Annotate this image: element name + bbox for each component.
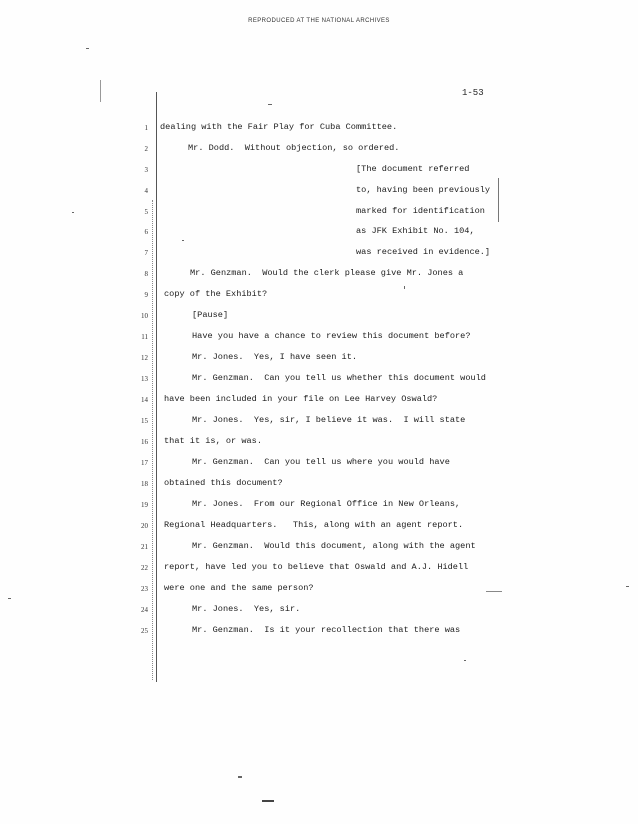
line-number: 10 bbox=[141, 312, 148, 320]
transcript-line: Mr. Jones. Yes, sir, I believe it was. I will state bbox=[192, 415, 466, 425]
transcript-line: [The document referred bbox=[356, 164, 470, 174]
archive-stamp: REPRODUCED AT THE NATIONAL ARCHIVES bbox=[248, 18, 390, 24]
line-number: 6 bbox=[144, 228, 148, 236]
transcript-line: [Pause] bbox=[192, 310, 229, 320]
line-number: 16 bbox=[141, 438, 148, 446]
scan-speck bbox=[100, 80, 101, 102]
transcript-line: Regional Headquarters. This, along with an agent report. bbox=[164, 520, 464, 530]
line-number: 11 bbox=[141, 333, 148, 341]
transcript-line: Mr. Genzman. Would this document, along with the agent bbox=[192, 541, 476, 551]
line-number: 22 bbox=[141, 564, 148, 572]
line-number: 24 bbox=[141, 606, 148, 614]
page-number: 1-53 bbox=[462, 88, 484, 98]
line-number: 17 bbox=[141, 459, 148, 467]
transcript-line: to, having been previously bbox=[356, 185, 491, 195]
transcript-line: Mr. Genzman. Would the clerk please give Mr. Jones a bbox=[190, 268, 464, 278]
scan-speck bbox=[8, 598, 11, 599]
transcript-line: Mr. Jones. From our Regional Office in New Orleans, bbox=[192, 499, 461, 509]
line-number: 21 bbox=[141, 543, 148, 551]
transcript-line: Mr. Dodd. Without objection, so ordered. bbox=[188, 143, 400, 153]
scan-speck bbox=[262, 800, 274, 802]
line-number: 13 bbox=[141, 375, 148, 383]
line-number: 3 bbox=[144, 166, 148, 174]
left-margin-rule bbox=[156, 92, 157, 682]
transcript-line: copy of the Exhibit? bbox=[164, 289, 268, 299]
line-number: 9 bbox=[144, 291, 148, 299]
line-number: 18 bbox=[141, 480, 148, 488]
line-number: 8 bbox=[144, 270, 148, 278]
transcript-line: Mr. Jones. Yes, I have seen it. bbox=[192, 352, 358, 362]
line-number: 1 bbox=[144, 124, 148, 132]
scan-speck bbox=[268, 104, 272, 105]
scan-speck bbox=[238, 776, 242, 778]
scan-speck bbox=[626, 586, 629, 587]
scan-speck bbox=[72, 212, 74, 213]
line-number: 20 bbox=[141, 522, 148, 530]
transcript-line: that it is, or was. bbox=[164, 436, 262, 446]
transcript-line: dealing with the Fair Play for Cuba Committee. bbox=[160, 122, 398, 132]
scan-speck bbox=[464, 660, 466, 661]
transcript-line: marked for identification bbox=[356, 206, 485, 216]
scan-speck bbox=[86, 48, 89, 49]
transcript-line: report, have led you to believe that Oswald and A.J. Hidell bbox=[164, 562, 469, 572]
line-number: 2 bbox=[144, 145, 148, 153]
transcript-line: Mr. Jones. Yes, sir. bbox=[192, 604, 301, 614]
transcript-line: were one and the same person? bbox=[164, 583, 314, 593]
line-number: 25 bbox=[141, 627, 148, 635]
scan-speck bbox=[182, 240, 184, 241]
line-number: 23 bbox=[141, 585, 148, 593]
line-number: 7 bbox=[144, 249, 148, 257]
right-bracket-mark bbox=[498, 178, 499, 222]
transcript-line: Mr. Genzman. Is it your recollection that there was bbox=[192, 625, 461, 635]
transcript-line: Have you have a chance to review this document before? bbox=[192, 331, 471, 341]
line-number: 4 bbox=[144, 187, 148, 195]
transcript-line: obtained this document? bbox=[164, 478, 283, 488]
line-number: 19 bbox=[141, 501, 148, 509]
scan-speck bbox=[486, 591, 502, 592]
transcript-line: as JFK Exhibit No. 104, bbox=[356, 226, 475, 236]
line-number: 15 bbox=[141, 417, 148, 425]
transcript-line: Mr. Genzman. Can you tell us where you would have bbox=[192, 457, 450, 467]
line-number: 12 bbox=[141, 354, 148, 362]
transcript-line: Mr. Genzman. Can you tell us whether this document would bbox=[192, 373, 486, 383]
scan-speck bbox=[404, 286, 405, 289]
transcript-line: was received in evidence.] bbox=[356, 247, 491, 257]
line-number: 5 bbox=[144, 208, 148, 216]
left-margin-dotted-rule bbox=[152, 200, 153, 680]
line-number: 14 bbox=[141, 396, 148, 404]
transcript-line: have been included in your file on Lee Harvey Oswald? bbox=[164, 394, 438, 404]
